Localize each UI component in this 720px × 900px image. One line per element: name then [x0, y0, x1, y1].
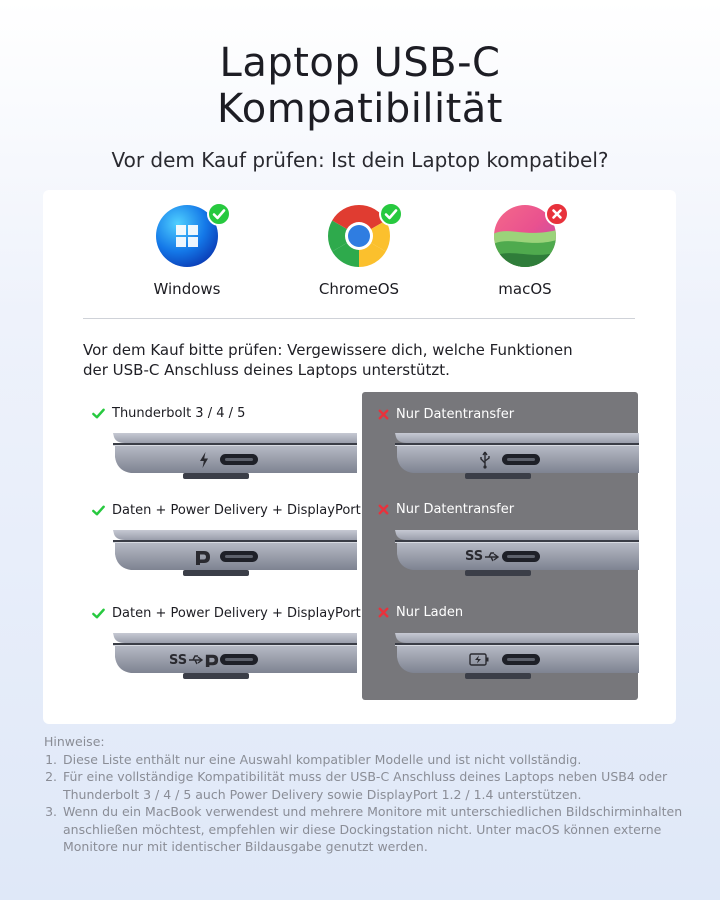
- supported-check-icon: [207, 202, 231, 226]
- laptop-port-displayport: [113, 530, 357, 588]
- supported-check-icon: [379, 202, 403, 226]
- os-label-chromeos: ChromeOS: [318, 280, 400, 298]
- battery-charging-icon: [469, 653, 489, 666]
- laptop-edge-icon: [395, 433, 639, 491]
- check-icon: [91, 503, 106, 518]
- laptop-edge-icon: [395, 530, 639, 588]
- laptop-port-charging: [395, 633, 639, 691]
- compatibility-card: [43, 190, 676, 724]
- info-line1: Vor dem Kauf bitte prüfen: Vergewissere dich, welche Funktionen: [83, 341, 573, 359]
- check-icon: [91, 406, 106, 421]
- hints-list: [44, 751, 684, 856]
- divider: [83, 318, 635, 319]
- laptop-port-thunderbolt: [113, 433, 357, 491]
- laptop-edge-icon: [113, 433, 357, 491]
- hints-heading: Hinweise:: [44, 734, 105, 749]
- hint-item: 2. Für eine vollständige Kompatibilität muss der USB-C Anschluss deines Laptops neben USB4 oder Thunderbolt 3 / 4 / 5 auch Power Delivery sowie DisplayPort 1.2 / 1.4 unterstützen.: [61, 768, 684, 803]
- unsupported-port-label: [377, 407, 514, 422]
- check-icon: [91, 606, 106, 621]
- port-label-text: Daten + Power Delivery + DisplayPort: [112, 606, 361, 621]
- superspeed-text: SS: [169, 652, 188, 668]
- unsupported-cross-icon: [545, 202, 569, 226]
- port-label-text: Thunderbolt 3 / 4 / 5: [112, 406, 246, 421]
- laptop-port-ss-usb-displayport: [113, 633, 357, 691]
- hints-section: [44, 733, 684, 856]
- port-label-text: Daten + Power Delivery + DisplayPort: [112, 503, 361, 518]
- laptop-edge-icon: [113, 633, 357, 691]
- os-chromeos: [289, 204, 429, 298]
- supported-port-label: [91, 606, 361, 621]
- os-windows: [117, 204, 257, 298]
- os-macos: [455, 204, 595, 298]
- os-label-windows: Windows: [153, 280, 221, 298]
- laptop-edge-icon: [395, 633, 639, 691]
- laptop-port-usb: [395, 433, 639, 491]
- supported-port-label: [91, 406, 245, 421]
- displayport-icon: [195, 549, 211, 565]
- windows-logo: [155, 204, 219, 268]
- unsupported-port-label: [377, 605, 463, 620]
- page-title-line1: Laptop USB-C: [219, 40, 501, 86]
- page-title-line2: Kompatibilität: [217, 86, 503, 132]
- hint-item: 1. Diese Liste enthält nur eine Auswahl kompatibler Modelle und ist nicht vollständig.: [61, 751, 684, 769]
- macos-logo: [493, 204, 557, 268]
- laptop-port-ss-usb: [395, 530, 639, 588]
- port-label-text: Nur Laden: [396, 605, 464, 620]
- supported-port-label: [91, 503, 361, 518]
- ss-usb-displayport-icon: [169, 652, 219, 668]
- info-line2: der USB-C Anschluss deines Laptops unterstützt.: [83, 361, 450, 379]
- cross-icon: [377, 408, 390, 421]
- page-subtitle: Vor dem Kauf prüfen: Ist dein Laptop kompatibel?: [111, 148, 609, 172]
- info-text: [83, 340, 643, 380]
- hint-item: 3. Wenn du ein MacBook verwendest und mehrere Monitore mit unterschiedlichen Bildschirminhalten anschließen möchtest, empfehlen wir diese Dockingstation nicht. Unter macOS können externe Monitore nur mit identischer Bildausgabe genutzt werden.: [61, 803, 684, 856]
- cross-icon: [377, 503, 390, 516]
- cross-icon: [377, 606, 390, 619]
- port-label-text: Nur Datentransfer: [396, 407, 515, 422]
- chromeos-logo: [327, 204, 391, 268]
- ss-usb-icon: [465, 549, 499, 564]
- os-label-macos: macOS: [498, 280, 552, 298]
- thunderbolt-icon: [199, 452, 209, 468]
- laptop-edge-icon: [113, 530, 357, 588]
- usb-icon: [479, 451, 491, 469]
- port-label-text: Nur Datentransfer: [396, 502, 515, 517]
- superspeed-text: SS: [465, 549, 484, 564]
- unsupported-port-label: [377, 502, 514, 517]
- page-title: [0, 40, 720, 132]
